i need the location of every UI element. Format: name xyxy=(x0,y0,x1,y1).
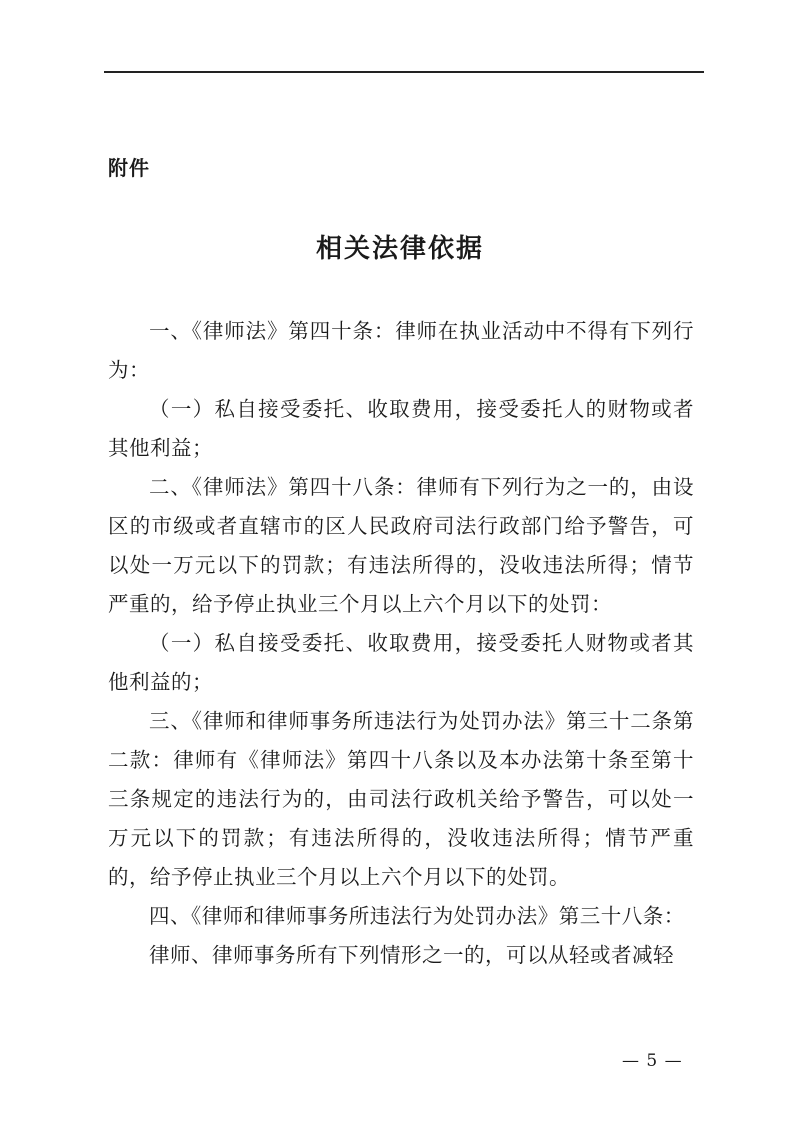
header-rule xyxy=(104,71,704,73)
paragraph: 一、《律师法》第四十条：律师在执业活动中不得有下列行为： xyxy=(108,319,694,382)
paragraph: 律师、律师事务所有下列情形之一的，可以从轻或者减轻 xyxy=(149,943,674,967)
document-title: 相关法律依据 xyxy=(315,234,484,264)
attachment-label: 附件 xyxy=(108,156,150,180)
paragraph: （一）私自接受委托、收取费用，接受委托人的财物或者其他利益； xyxy=(108,397,694,460)
paragraph: 三、《律师和律师事务所违法行为处罚办法》第三十二条第二款：律师有《律师法》第四十八条以及本办法第十条至第十三条规定的违法行为的，由司法行政机关给予警告，可以处一万元以下的罚款；有违法所得的，没收违法所得；情节严重的，给予停止执业三个月以上六个月以下的处罚。 xyxy=(108,709,694,889)
paragraph: 二、《律师法》第四十八条：律师有下列行为之一的，由设区的市级或者直辖市的区人民政府司法行政部门给予警告，可以处一万元以下的罚款；有违法所得的，没收违法所得；情节严重的，给予停止执业三个月以上六个月以下的处罚： xyxy=(108,475,694,616)
paragraph: 四、《律师和律师事务所违法行为处罚办法》第三十八条： xyxy=(149,904,685,928)
paragraph: （一）私自接受委托、收取费用，接受委托人财物或者其他利益的； xyxy=(108,631,694,694)
page-number: — 5 — xyxy=(622,1051,683,1071)
document-body xyxy=(108,312,694,975)
